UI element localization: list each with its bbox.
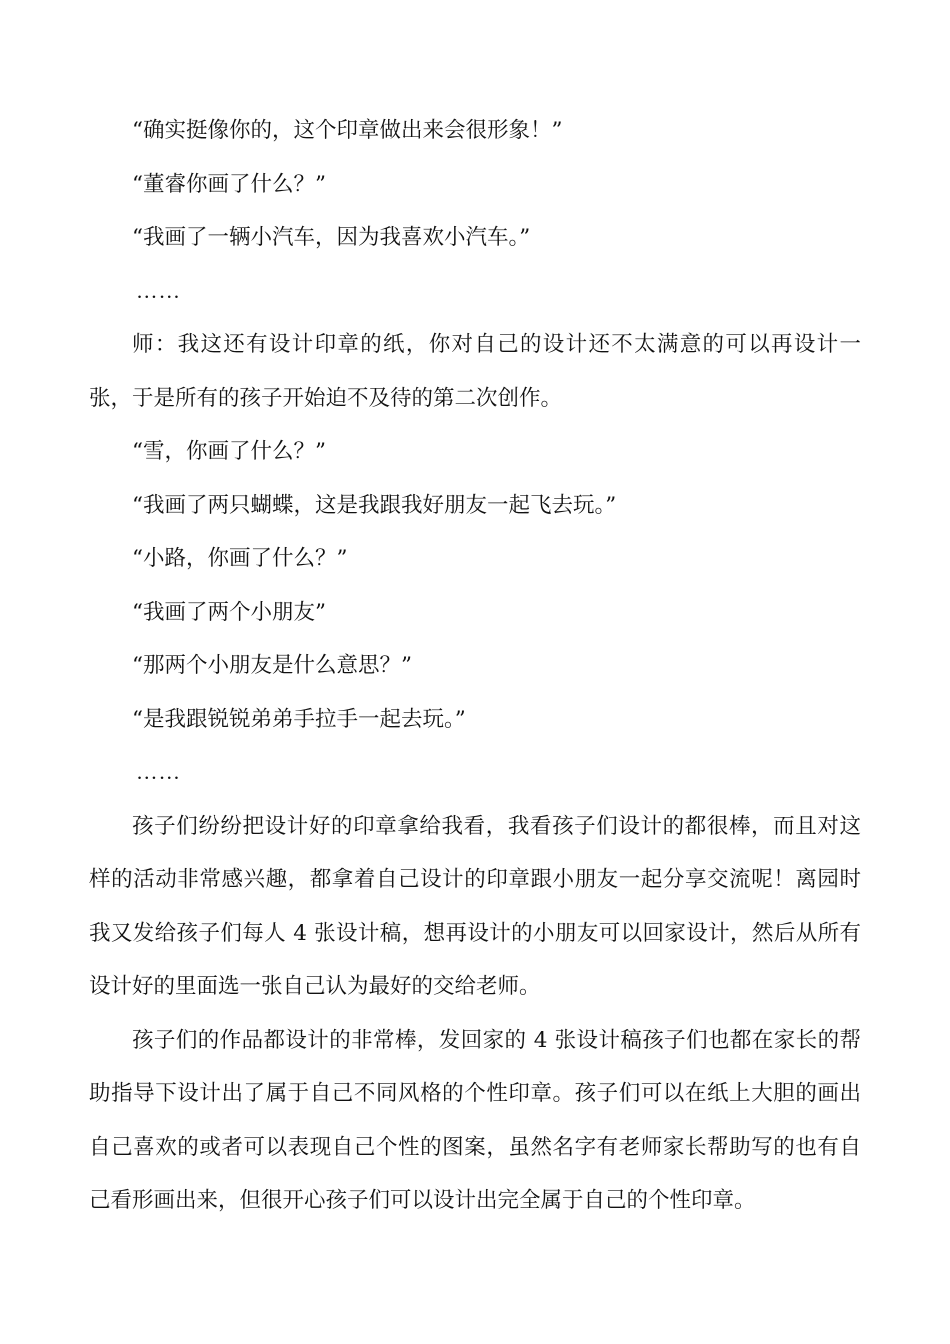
body-paragraph: 师：我这还有设计印章的纸，你对自己的设计还不太满意的可以再设计一张，于是所有的孩子开始迫不及待的第二次创作。 (89, 332, 861, 411)
dialogue-line: “我画了两只蝴蝶，这是我跟我好朋友一起飞去玩。” (132, 492, 617, 518)
dialogue-line: “是我跟锐锐弟弟手拉手一起去玩。” (132, 706, 466, 732)
ellipsis-line: …… (136, 278, 181, 303)
dialogue-line: “确实挺像你的，这个印章做出来会很形象！” (132, 118, 563, 143)
dialogue-line: “那两个小朋友是什么意思？” (132, 653, 412, 678)
body-paragraph: 孩子们的作品都设计的非常棒，发回家的 4 张设计稿孩子们也都在家长的帮助指导下设计出了属于自己不同风格的个性印章。孩子们可以在纸上大胆的画出自己喜欢的或者可以表现自己个性的图案，虽然名字有老师家长帮助写的也有自己看形画出来，但很开心孩子们可以设计出完全属于自己的个性印章。 (89, 1027, 861, 1213)
body-paragraph: 孩子们纷纷把设计好的印章拿给我看，我看孩子们设计的都很棒，而且对这样的活动非常感兴趣，都拿着自己设计的印章跟小朋友一起分享交流呢！离园时我又发给孩子们每人 4 张设计稿，想再设计的小朋友可以回家设计，然后从所有设计好的里面选一张自己认为最好的交给老师。 (89, 813, 861, 999)
document-page (89, 104, 861, 1228)
dialogue-line: “雪，你画了什么？” (132, 439, 326, 464)
dialogue-line: “董睿你画了什么？” (132, 171, 326, 197)
dialogue-line: “我画了两个小朋友” (132, 599, 326, 625)
dialogue-line: “我画了一辆小汽车，因为我喜欢小汽车。” (132, 225, 531, 250)
ellipsis-line: …… (136, 760, 181, 784)
dialogue-line: “小路，你画了什么？” (132, 546, 348, 571)
